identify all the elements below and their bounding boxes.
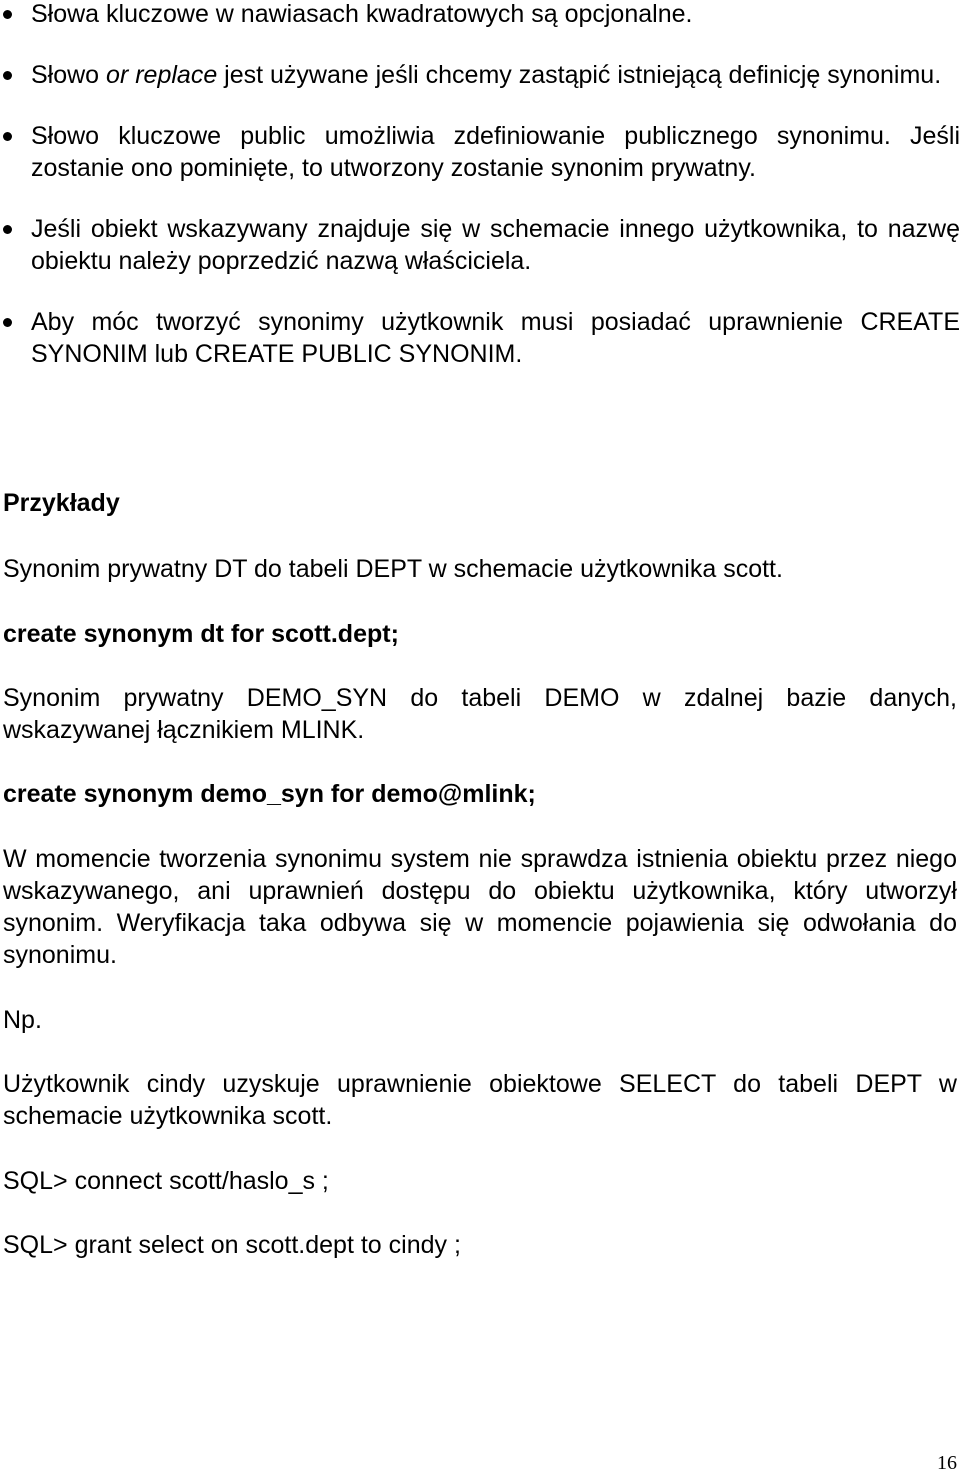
- np-label: Np.: [3, 1006, 42, 1034]
- bullet-dot-icon: [3, 71, 12, 80]
- sql-line-connect: SQL> connect scott/haslo_s ;: [3, 1167, 329, 1195]
- example2-description: Synonim prywatny DEMO_SYN do tabeli DEMO w zdalnej bazie danych, wskazywanej łącznikiem MLINK.: [3, 684, 957, 744]
- example2-code: create synonym demo_syn for demo@mlink;: [3, 780, 536, 808]
- user-paragraph: Użytkownik cindy uzyskuje uprawnienie obiektowe SELECT do tabeli DEPT w schemacie użytkownika scott.: [3, 1070, 957, 1130]
- page-number: 16: [937, 1452, 957, 1474]
- bullet-text-pre: Słowo: [31, 61, 107, 89]
- bullet-item: [0, 306, 960, 370]
- bullet-item: [0, 120, 960, 184]
- bullet-text: Aby móc tworzyć synonimy użytkownik musi posiadać uprawnienie CREATE SYNONIM lub CREATE PUBLIC SYNONIM.: [31, 308, 960, 368]
- bullet-item: [0, 59, 960, 91]
- sql-line-grant: SQL> grant select on scott.dept to cindy ;: [3, 1231, 461, 1259]
- note-paragraph: W momencie tworzenia synonimu system nie sprawdza istnienia obiektu przez niego wskazywanego, ani uprawnień dostępu do obiektu użytkownika, który utworzył synonim. Weryfikacja taka odbywa się w momencie pojawienia się odwołania do synonimu.: [3, 845, 957, 969]
- bullet-item: [0, 0, 960, 30]
- bullet-text: Jeśli obiekt wskazywany znajduje się w schemacie innego użytkownika, to nazwę obiektu należy poprzedzić nazwą właściciela.: [31, 215, 960, 275]
- example1-code: create synonym dt for scott.dept;: [3, 620, 399, 648]
- bullet-text: Słowo kluczowe public umożliwia zdefiniowanie publicznego synonimu. Jeśli zostanie ono pominięte, to utworzony zostanie synonim prywatny.: [31, 122, 960, 182]
- bullet-dot-icon: [3, 318, 12, 327]
- bullet-dot-icon: [3, 225, 12, 234]
- example1-description: Synonim prywatny DT do tabeli DEPT w schemacie użytkownika scott.: [3, 555, 783, 583]
- bullet-list: [0, 0, 960, 399]
- bullet-text: Słowa kluczowe w nawiasach kwadratowych są opcjonalne.: [31, 0, 693, 28]
- bullet-dot-icon: [3, 132, 12, 141]
- examples-heading: Przykłady: [3, 489, 120, 517]
- bullet-item: [0, 213, 960, 277]
- bullet-text-post: jest używane jeśli chcemy zastąpić istniejącą definicję synonimu.: [217, 61, 942, 89]
- bullet-dot-icon: [3, 10, 12, 19]
- bullet-text-emphasis: or replace: [106, 61, 218, 89]
